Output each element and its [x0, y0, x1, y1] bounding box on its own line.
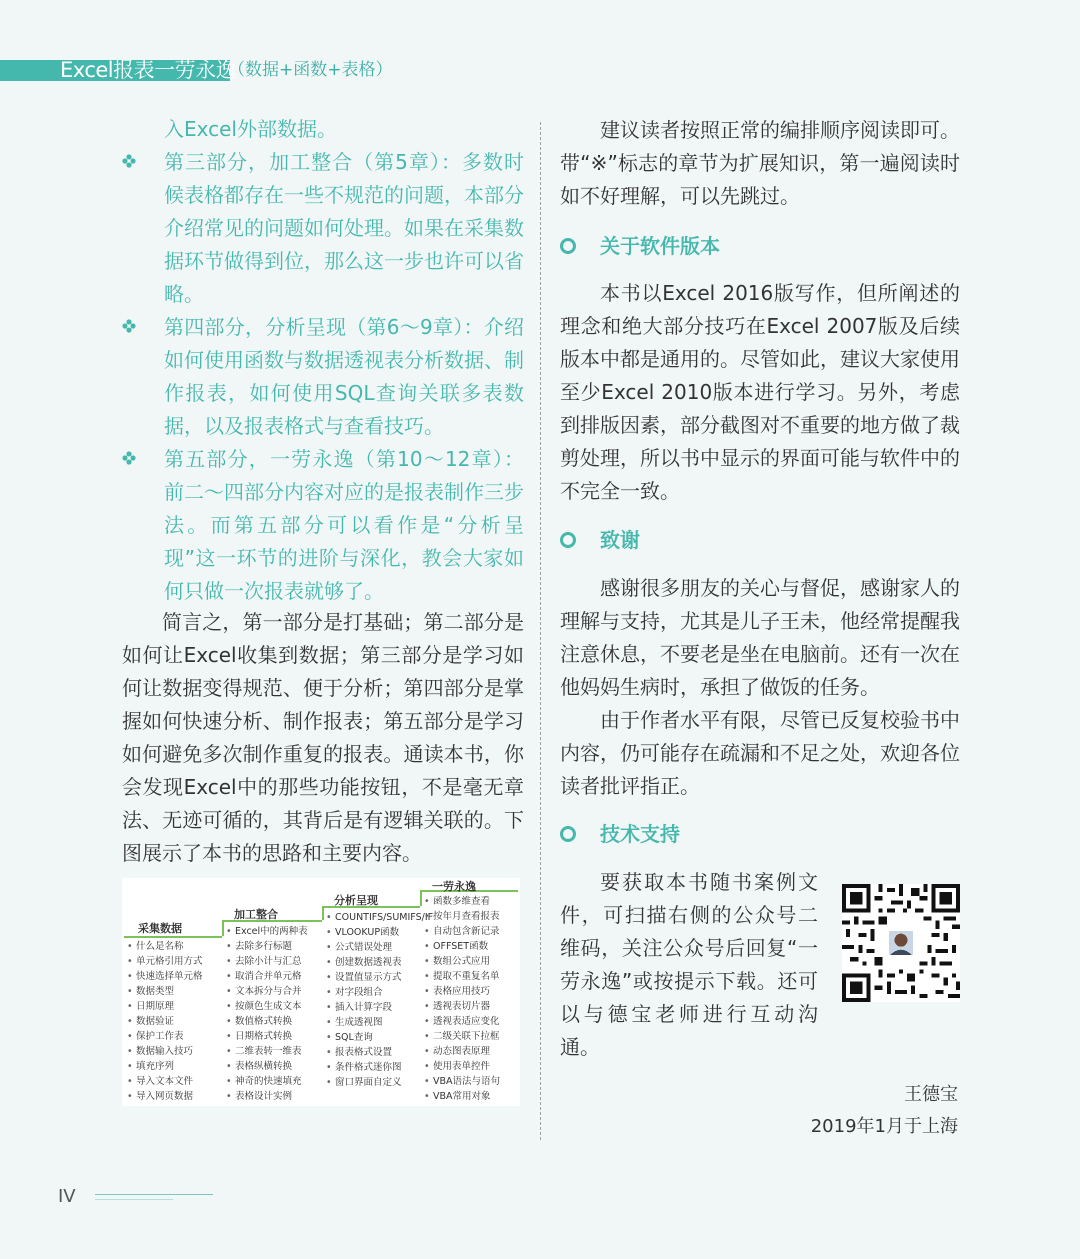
section-heading-thanks [560, 525, 640, 555]
support-paragraph: 要获取本书随书案例文件，可扫描右侧的公众号二维码，关注公众号后回复“一劳永逸”或按提示下载。还可以与德宝老师进行互动沟通。 [560, 870, 818, 1059]
list-item: • 对字段组合 [325, 985, 419, 1000]
list-item: • 提取不重复名单 [423, 969, 519, 984]
list-item: • 按年月查看报表 [423, 909, 519, 924]
list-item: • 条件格式迷你图 [325, 1060, 419, 1075]
list-item: • 快速选择单元格 [126, 969, 222, 984]
category-title: 采集数据 [138, 922, 182, 935]
list-item: • 函数多维查看 [423, 894, 519, 909]
ring-bullet-icon [560, 532, 576, 548]
list-item: • COUNTIFS/SUMIFS/IF [325, 910, 419, 925]
qr-code-icon[interactable] [842, 884, 960, 1002]
list-item: • 自动包含新记录 [423, 924, 519, 939]
date-place: 2019年1月于上海 [810, 1116, 958, 1137]
list-item: • 数据类型 [126, 984, 222, 999]
flower-bullet-icon [122, 451, 136, 465]
list-item: • 数值格式转换 [225, 1014, 321, 1029]
bullet-text: 第三部分，加工整合（第5章）：多数时候表格都存在一些不规范的问题，本部分介绍常见的问题如何处理。如果在采集数据环节做得到位，那么这一步也许可以省略。 [164, 150, 524, 306]
list-item: • 透视表适应变化 [423, 1014, 519, 1029]
list-item: • 生成透视图 [325, 1015, 419, 1030]
list-item: • 使用表单控件 [423, 1059, 519, 1074]
category-title: 分析呈现 [334, 894, 378, 907]
list-item: • 设置值显示方式 [325, 970, 419, 985]
thanks-paragraph: 感谢很多朋友的关心与督促，感谢家人的理解与支持，尤其是儿子王未，他经常提醒我注意休息，不要老是坐在电脑前。还有一次在他妈妈生病时，承担了做饭的任务。 [560, 576, 960, 699]
part-bullet-list [122, 146, 524, 608]
bullet-item-part5 [122, 443, 524, 608]
list-item: • OFFSET函数 [423, 939, 519, 954]
list-item: • Excel中的两种表 [225, 924, 321, 939]
stair-line [124, 936, 222, 938]
flower-bullet-icon [122, 319, 136, 333]
list-item: • 创建数据透视表 [325, 955, 419, 970]
book-structure-diagram [122, 878, 520, 1106]
stair-line [322, 906, 324, 920]
stair-line [222, 920, 224, 936]
reading-advice: 建议读者按照正常的编排顺序阅读即可。带“※”标志的章节为扩展知识，第一遍阅读时如不好理解，可以先跳过。 [560, 118, 960, 208]
list-item: • 公式错误处理 [325, 940, 419, 955]
list-item: • 插入计算字段 [325, 1000, 419, 1015]
list-item: • 窗口界面自定义 [325, 1075, 419, 1090]
list-item: • 保护工作表 [126, 1029, 222, 1044]
bullet-item-part4 [122, 311, 524, 443]
list-item: • VBA常用对象 [423, 1089, 519, 1104]
category-list-forever [423, 894, 519, 1104]
list-item: • 数组公式应用 [423, 954, 519, 969]
list-item: • 表格设计实例 [225, 1089, 321, 1104]
category-list-analyze [325, 910, 434, 1090]
page-number: IV [58, 1186, 76, 1207]
list-item: • SQL查询 [325, 1030, 419, 1045]
flower-bullet-icon [122, 154, 136, 168]
list-item: • 数据输入技巧 [126, 1044, 222, 1059]
list-item: • 导入文本文件 [126, 1074, 222, 1089]
section-heading-text: 致谢 [600, 528, 640, 552]
list-item: • 什么是名称 [126, 939, 222, 954]
list-item: • 表格应用技巧 [423, 984, 519, 999]
list-item: • 神奇的快速填充 [225, 1074, 321, 1089]
book-subtitle: （数据+函数+表格） [228, 60, 393, 80]
list-item: • 文本拆分与合并 [225, 984, 321, 999]
list-item: • 去除小计与汇总 [225, 954, 321, 969]
software-paragraph: 本书以Excel 2016版写作，但所阐述的理念和绝大部分技巧在Excel 2007版及后续版本中都是通用的。尽管如此，建议大家使用至少Excel 2010版本进行学习。另外，考虑到排版因素，部分截图对不重要的地方做了裁剪处理，所以书中显示的界面可能与软件中的不完全一致。 [560, 281, 960, 503]
left-top-line: 入Excel外部数据。 [164, 117, 337, 141]
category-list-process [225, 924, 321, 1104]
category-title: 一劳永逸 [432, 880, 476, 893]
bullet-text: 第五部分，一劳永逸（第10～12章）：前二～四部分内容对应的是报表制作三步法。而第五部分可以看作是“分析呈现”这一环节的进阶与深化，教会大家如何只做一次报表就够了。 [164, 447, 524, 603]
summary-paragraph: 简言之，第一部分是打基础；第二部分是如何让Excel收集到数据；第三部分是学习如何让数据变得规范、便于分析；第四部分是掌握如何快速分析、制作报表；第五部分是学习如何避免多次制作重复的报表。通读本书，你会发现Excel中的那些功能按钮，不是毫无章法、无迹可循的，其背后是有逻辑关联的。下图展示了本书的思路和主要内容。 [122, 610, 524, 865]
section-heading-text: 技术支持 [600, 822, 680, 846]
list-item: • 填充序列 [126, 1059, 222, 1074]
list-item: • 导入网页数据 [126, 1089, 222, 1104]
list-item: • 取消合并单元格 [225, 969, 321, 984]
footer-rule [95, 1199, 173, 1200]
book-title: Excel报表一劳永逸 [60, 58, 237, 82]
list-item: • VBA语法与语句 [423, 1074, 519, 1089]
category-title: 加工整合 [234, 908, 278, 921]
footer-rule [95, 1194, 213, 1195]
list-item: • 单元格引用方式 [126, 954, 222, 969]
bullet-text: 第四部分，分析呈现（第6～9章）：介绍如何使用函数与数据透视表分析数据、制作报表，如何使用SQL查询关联多表数据，以及报表格式与查看技巧。 [164, 315, 524, 438]
list-item: • 去除多行标题 [225, 939, 321, 954]
section-heading-text: 关于软件版本 [600, 234, 720, 258]
ring-bullet-icon [560, 238, 576, 254]
column-divider [540, 122, 541, 1140]
stair-line [420, 890, 422, 906]
category-list-collect [126, 939, 222, 1104]
list-item: • 日期原理 [126, 999, 222, 1014]
author-name: 王德宝 [904, 1084, 958, 1105]
list-item: • 数据验证 [126, 1014, 222, 1029]
list-item: • 按颜色生成文本 [225, 999, 321, 1014]
list-item: • 表格纵横转换 [225, 1059, 321, 1074]
list-item: • 透视表切片器 [423, 999, 519, 1014]
thanks-paragraph-2: 由于作者水平有限，尽管已反复校验书中内容，仍可能存在疏漏和不足之处，欢迎各位读者批评指正。 [560, 708, 960, 798]
list-item: • VLOOKUP函数 [325, 925, 419, 940]
bullet-item-part3 [122, 146, 524, 311]
list-item: • 动态图表原理 [423, 1044, 519, 1059]
list-item: • 二级关联下拉框 [423, 1029, 519, 1044]
section-heading-support [560, 819, 680, 849]
section-heading-software [560, 231, 720, 261]
list-item: • 二维表转一维表 [225, 1044, 321, 1059]
list-item: • 日期格式转换 [225, 1029, 321, 1044]
ring-bullet-icon [560, 826, 576, 842]
list-item: • 报表格式设置 [325, 1045, 419, 1060]
